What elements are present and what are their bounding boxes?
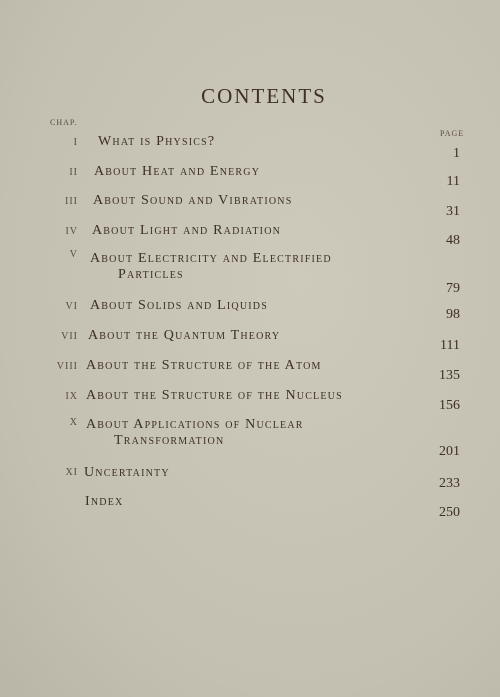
toc-entry	[0, 164, 500, 189]
chapter-number: IV	[65, 226, 78, 237]
toc-entry	[0, 134, 500, 161]
chapter-title: What is Physics?	[98, 134, 216, 149]
page-title: CONTENTS	[201, 84, 327, 108]
chapter-title: About Sound and Vibrations	[93, 193, 293, 208]
toc-entry	[0, 494, 500, 520]
toc-entry	[0, 328, 500, 353]
page-number: 135	[439, 368, 460, 383]
chapter-number: XI	[65, 467, 78, 478]
chapter-title: About the Structure of the Atom	[86, 358, 322, 373]
chapter-title: About Applications of Nuclear	[86, 417, 304, 432]
chapter-title: About the Quantum Theory	[88, 328, 281, 343]
chapter-title: Index	[85, 494, 124, 509]
page-number: 79	[446, 281, 460, 296]
page-number: 156	[439, 398, 460, 413]
chapter-number: II	[69, 167, 78, 178]
toc-entry	[0, 358, 500, 383]
page-number: 31	[446, 204, 460, 219]
toc-entry	[0, 249, 500, 298]
page-number: 48	[446, 233, 460, 248]
page-number: 98	[446, 307, 460, 322]
chapter-title: Uncertainty	[84, 465, 170, 480]
page-number: 201	[439, 444, 460, 459]
chapter-number: V	[69, 249, 78, 260]
chapter-title-continued: Particles	[118, 267, 184, 282]
chapter-number: IX	[65, 391, 78, 402]
chapter-number: I	[73, 137, 78, 148]
chapter-number: VII	[61, 331, 78, 342]
toc-entry	[0, 298, 500, 322]
chapter-title: About Light and Radiation	[92, 223, 282, 238]
toc-entry	[0, 223, 500, 248]
page-number: 11	[446, 174, 460, 189]
chapter-number: VIII	[56, 361, 78, 372]
chapter-column-header: CHAP.	[50, 118, 78, 127]
chapter-number: III	[65, 196, 78, 207]
chapter-title: About the Structure of the Nucleus	[86, 388, 343, 403]
page-number: 233	[439, 476, 460, 491]
chapter-title: About Solids and Liquids	[90, 298, 268, 313]
chapter-number: VI	[65, 301, 78, 312]
toc-entry	[0, 193, 500, 219]
page-number: 250	[439, 505, 460, 520]
toc-entry	[0, 465, 500, 491]
page-number: 111	[440, 338, 460, 353]
page-number: 1	[453, 146, 460, 161]
chapter-title-continued: Transformation	[114, 433, 225, 448]
chapter-title: About Heat and Energy	[94, 164, 261, 179]
chapter-title: About Electricity and Electrified	[90, 251, 332, 266]
toc-entry	[0, 388, 500, 413]
page-column-header: PAGE	[440, 129, 465, 138]
toc-entry	[0, 417, 500, 462]
chapter-number: X	[69, 417, 78, 428]
